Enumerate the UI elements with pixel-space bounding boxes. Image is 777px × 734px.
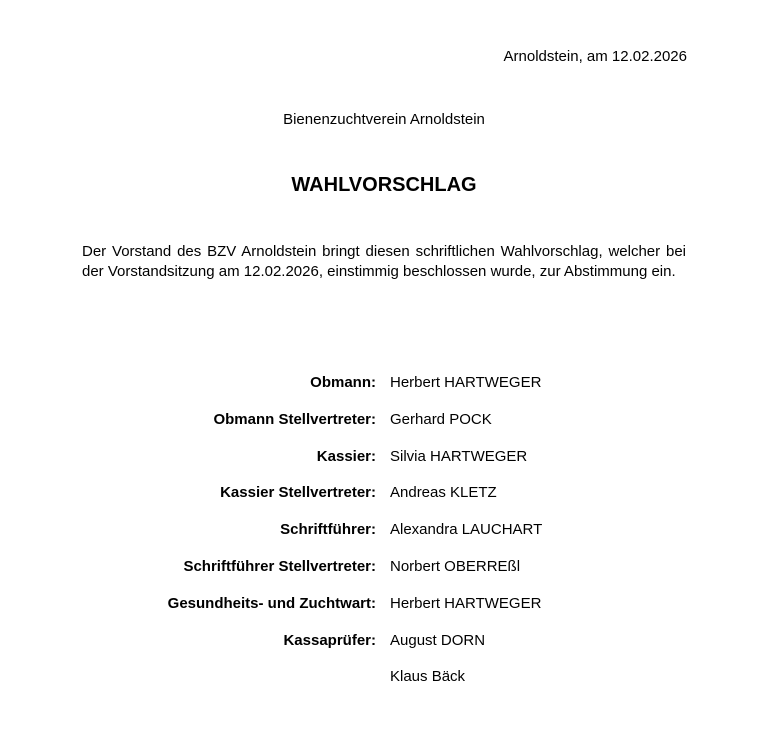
candidate-row-obmann	[0, 373, 777, 410]
candidate-role: Schriftführer:	[280, 521, 376, 539]
candidate-name: Gerhard POCK	[390, 410, 492, 428]
candidate-role: Kassier:	[316, 447, 376, 465]
candidate-name: August DORN	[390, 631, 486, 649]
candidate-row-obmann-stellvertreter	[0, 410, 777, 447]
candidate-row-schriftfuehrer-stellvertreter	[0, 557, 777, 594]
organization-name: Bienenzuchtverein Arnoldstein	[283, 111, 485, 128]
candidate-name: Alexandra LAUCHART	[390, 521, 543, 539]
candidate-row-kassapruefer	[0, 631, 777, 668]
candidate-row-gesundheits-zuchtwart	[0, 594, 777, 631]
candidate-name: Herbert HARTWEGER	[390, 374, 542, 391]
intro-paragraph: Der Vorstand des BZV Arnoldstein bringt diesen schriftlichen Wahlvorschlag, welcher bei der Vorstandsitzung am 12.02.2026, einstimmig beschlossen wurde, zur Abstimmung ein.	[82, 243, 686, 280]
date-line: Arnoldstein, am 12.02.2026	[503, 48, 687, 65]
candidate-role: Kassaprüfer:	[283, 631, 376, 649]
candidate-role: Schriftführer Stellvertreter:	[183, 557, 376, 575]
candidate-role: Gesundheits- und Zuchtwart:	[167, 594, 376, 612]
candidate-row-schriftfuehrer	[0, 520, 777, 557]
candidate-name: Andreas KLETZ	[390, 484, 497, 502]
candidate-row-kassier	[0, 447, 777, 484]
candidate-name: Klaus Bäck	[390, 668, 466, 686]
document-title: WAHLVORSCHLAG	[291, 174, 477, 196]
candidate-row-kassier-stellvertreter	[0, 483, 777, 520]
candidate-row-kassapruefer-2	[0, 667, 777, 704]
candidate-name: Herbert HARTWEGER	[390, 594, 542, 612]
candidate-list	[0, 373, 777, 704]
candidate-name: Silvia HARTWEGER	[390, 447, 528, 465]
candidate-role: Obmann Stellvertreter:	[213, 410, 376, 428]
candidate-name: Norbert OBERREßl	[390, 557, 521, 575]
candidate-role: Kassier Stellvertreter:	[220, 484, 376, 502]
candidate-role: Obmann:	[310, 374, 376, 391]
